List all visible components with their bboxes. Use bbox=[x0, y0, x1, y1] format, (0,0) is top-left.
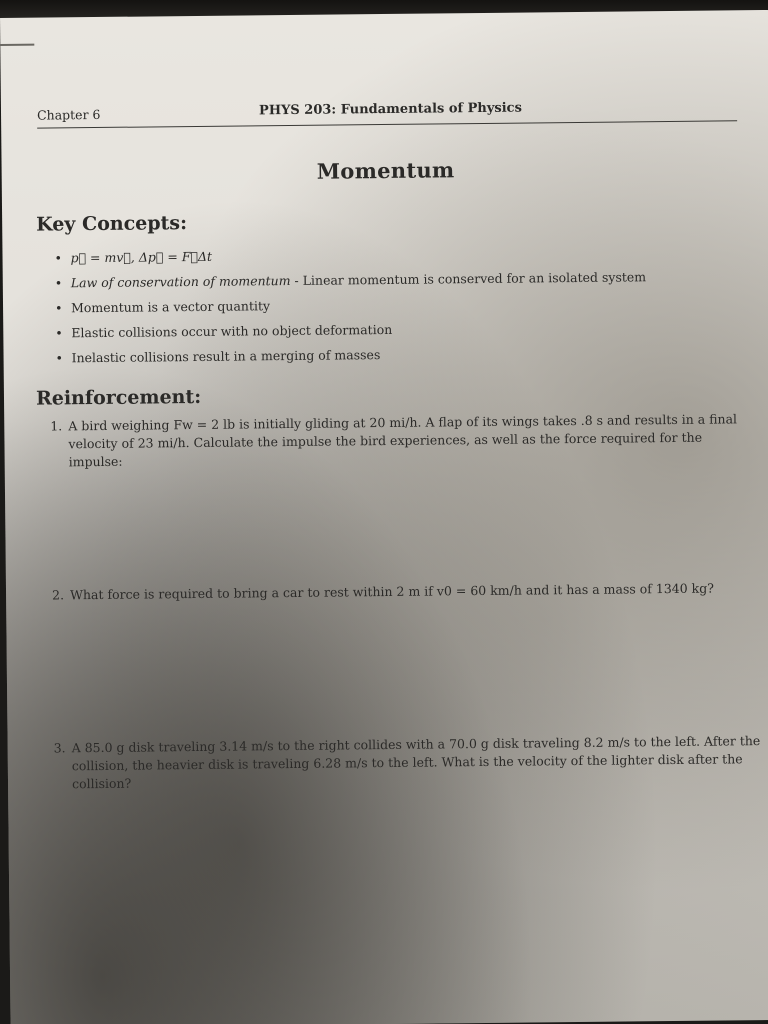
concept-text: Momentum is a vector quantity bbox=[70, 298, 271, 316]
concept-text: p⃗ = mv⃗, Δp⃗ = F⃗Δt bbox=[70, 248, 213, 266]
chapter-label: Chapter 6 bbox=[36, 106, 101, 123]
bullet-icon: • bbox=[54, 275, 63, 291]
concept-emphasis: Law of conservation of momentum bbox=[70, 272, 291, 291]
problem-text: A 85.0 g disk traveling 3.14 m/s to the right collides with a 70.0 g disk traveling 8.2 m/s to the left. After the collision, the heavier disk is traveling 6.28 m/s to the left. What is the velocity of the lighter disk after the collision? bbox=[71, 733, 761, 792]
key-concepts-list bbox=[54, 239, 647, 370]
bullet-icon: • bbox=[54, 250, 62, 266]
problem-text: What force is required to bring a car to rest within 2 m if v0 = 60 km/h and it has a mass of 1340 kg? bbox=[69, 580, 714, 603]
concept-text: - Linear momentum is conserved for an isolated system bbox=[290, 269, 647, 288]
reinforcement-heading: Reinforcement: bbox=[35, 385, 202, 410]
bullet-icon: • bbox=[54, 300, 63, 316]
bullet-icon: • bbox=[55, 350, 64, 366]
bullet-icon: • bbox=[55, 325, 63, 341]
problem-2 bbox=[52, 579, 752, 604]
page-title: Momentum bbox=[316, 157, 455, 184]
key-concepts-heading: Key Concepts: bbox=[36, 212, 188, 236]
problem-1 bbox=[50, 410, 751, 471]
problem-text: A bird weighing Fw = 2 lb is initially gliding at 20 mi/h. A flap of its wings takes .8 s and results in a final velocity of 23 mi/h. Calculate the impulse the bird experiences, as well as the force required for the impulse: bbox=[68, 411, 738, 470]
course-title: PHYS 203: Fundamentals of Physics bbox=[258, 100, 522, 119]
problem-number: 2. bbox=[51, 587, 65, 603]
list-item bbox=[55, 339, 647, 370]
problem-number: 1. bbox=[50, 418, 63, 434]
concept-text: Inelastic collisions result in a merging of masses bbox=[71, 347, 381, 366]
page-header bbox=[37, 98, 737, 128]
problem-number: 3. bbox=[53, 740, 66, 756]
concept-text: Elastic collisions occur with no object deformation bbox=[71, 321, 393, 341]
pencil-mark bbox=[0, 44, 34, 46]
problem-3 bbox=[54, 732, 765, 793]
worksheet-page bbox=[0, 10, 768, 1024]
